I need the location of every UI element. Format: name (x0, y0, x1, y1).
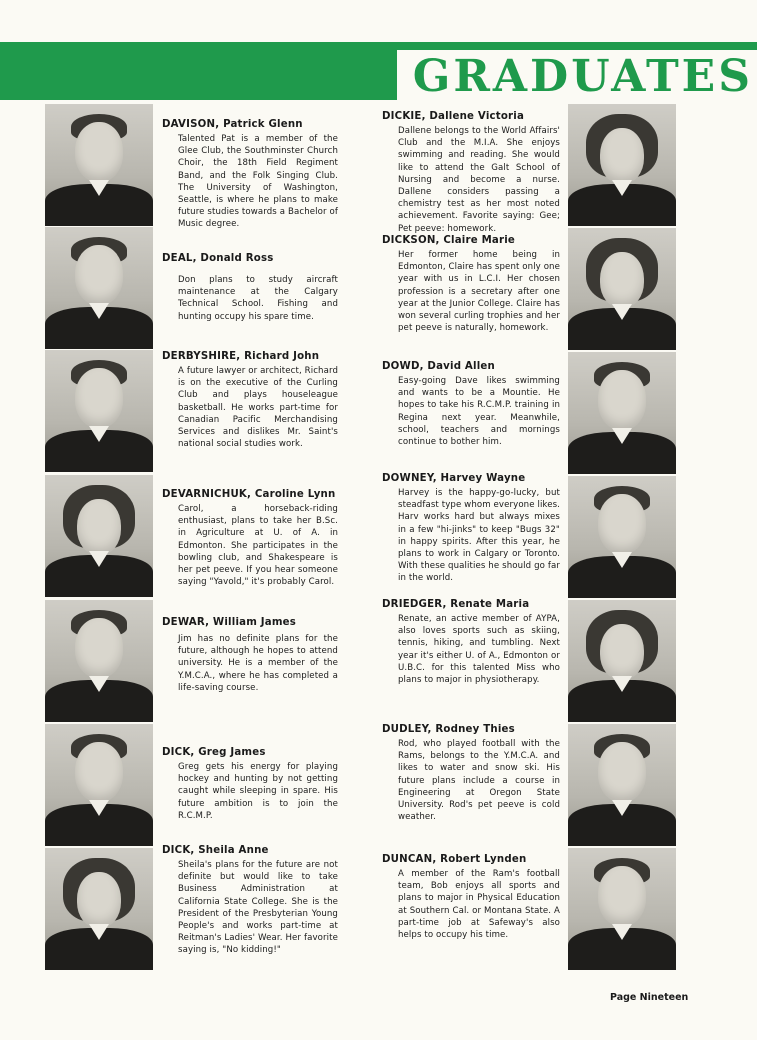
graduate-photo (45, 350, 153, 472)
graduate-name: DICKSON, Claire Marie (382, 235, 516, 246)
graduate-writeup: Easy-going Dave likes swimming and wants to be a Mountie. He hopes to take his R.C.M.P. training in Regina next year. Meanwhile, school, teachers and mornings continue to bother him. (398, 376, 560, 448)
graduate-photo (45, 848, 153, 970)
graduate-entry (382, 235, 560, 334)
page-title: GRADUATES (412, 51, 753, 102)
graduate-entry (382, 361, 560, 448)
graduate-writeup: A future lawyer or architect, Richard is on the executive of the Curling Club and plays houseleague basketball. He works part-time for Canadian Pacific Merchandising Services and dislikes Mr. Saint's national social studies work. (178, 366, 338, 450)
graduate-name: DEVARNICHUK, Caroline Lynn (162, 489, 336, 500)
graduate-name: DRIEDGER, Renate Maria (382, 599, 530, 610)
graduate-writeup: Jim has no definite plans for the future, although he hopes to attend university. He is a member of the Y.M.C.A., where he has completed a life-saving course. (178, 634, 338, 693)
graduate-entry (162, 119, 338, 231)
graduate-name: DICKIE, Dallene Victoria (382, 111, 525, 122)
graduate-writeup: Dallene belongs to the World Affairs' Club and the M.I.A. She enjoys swimming and reading. She would like to attend the Galt School of Nursing and become a nurse. Dallene considers passing a chemistry test as her most noted achievement. Favorite saying: Gee; Pet peeve: homework. (398, 126, 560, 234)
graduate-photo (45, 724, 153, 846)
graduate-photo (45, 227, 153, 349)
graduate-writeup: Her former home being in Edmonton, Claire has spent only one year with us in L.C.I. Her chosen profession is a secretary after one year at the Junior College. Claire has won several curling trophies and her pet peeve is naturally, homework. (398, 250, 560, 334)
page-number: Page Nineteen (610, 992, 689, 1003)
graduate-writeup: Don plans to study aircraft maintenance at the Calgary Technical School. Fishing and hunting occupy his spare time. (178, 275, 338, 322)
graduate-entry (382, 599, 560, 686)
graduate-photo (45, 600, 153, 722)
graduate-entry (382, 724, 560, 823)
graduate-photo (568, 476, 676, 598)
graduate-photo (568, 104, 676, 226)
graduate-name: DEAL, Donald Ross (162, 253, 274, 264)
graduate-name: DUDLEY, Rodney Thies (382, 724, 515, 735)
graduate-name: DICK, Sheila Anne (162, 845, 269, 856)
graduate-entry (382, 111, 560, 235)
graduate-entry (162, 351, 338, 450)
graduate-entry (162, 845, 338, 957)
graduate-photo (568, 848, 676, 970)
graduate-name: DERBYSHIRE, Richard John (162, 351, 320, 362)
graduate-entry (162, 489, 338, 588)
graduate-writeup: Talented Pat is a member of the Glee Club, the Southminster Church Choir, the 18th Field Regiment Band, and the Folk Singing Club. The University of Washington, Seattle, is where he plans to make future studies towards a Bachelor of Music degree. (178, 134, 338, 230)
graduate-photo (45, 104, 153, 226)
graduate-photo (568, 352, 676, 474)
graduate-name: DAVISON, Patrick Glenn (162, 119, 303, 130)
graduate-photo (568, 228, 676, 350)
graduate-photo (568, 724, 676, 846)
graduate-entry (382, 473, 560, 585)
graduate-entry (162, 253, 338, 323)
graduate-name: DOWNEY, Harvey Wayne (382, 473, 526, 484)
graduate-writeup: Carol, a horseback-riding enthusiast, plans to take her B.Sc. in Agriculture at U. of A. in Edmonton. She participates in the bowling club, and Shakespeare is her pet peeve. If you hear someone saying "Yavold," it's probably Carol. (178, 504, 338, 588)
graduate-photo (568, 600, 676, 722)
graduate-name: DOWD, David Allen (382, 361, 495, 372)
graduate-name: DEWAR, William James (162, 617, 297, 628)
graduate-writeup: Greg gets his energy for playing hockey and hunting by not getting caught while sleeping in spare. His future ambition is to join the R.C.M.P. (178, 762, 338, 821)
graduate-entry (162, 747, 338, 822)
graduate-entry (382, 854, 560, 941)
graduate-writeup: Renate, an active member of AYPA, also loves sports such as skiing, tennis, hiking, and tumbling. Next year it's either U. of A., Edmonton or U.B.C. for this talented Miss who plans to major in physiotherapy. (398, 614, 560, 686)
graduate-name: DICK, Greg James (162, 747, 266, 758)
graduate-writeup: Rod, who played football with the Rams, belongs to the Y.M.C.A. and likes to water and snow ski. His future plans include a course in Engineering at Oregon State University. Rod's pet peeve is cold weather. (398, 739, 560, 823)
graduate-writeup: A member of the Ram's football team, Bob enjoys all sports and plans to major in Physical Education at Southern Cal. or Montana State. A part-time job at Safeway's also helps to occupy his time. (398, 869, 560, 941)
graduate-writeup: Harvey is the happy-go-lucky, but steadfast type whom everyone likes. Harv works hard but always mixes in a few "hi-jinks" to keep "Bugs 32" in happy spirits. After this year, he plans to work in Calgary or Toronto. With these qualities he should go far in the world. (398, 488, 560, 584)
graduate-name: DUNCAN, Robert Lynden (382, 854, 527, 865)
graduate-photo (45, 475, 153, 597)
graduate-writeup: Sheila's plans for the future are not definite but would like to take Business Administration at California State College. She is the President of the Presbyterian Young People's and works part-time at Reitman's Ladies' Wear. Her favorite saying is, "No kidding!" (178, 860, 338, 956)
graduate-entry (162, 617, 338, 694)
